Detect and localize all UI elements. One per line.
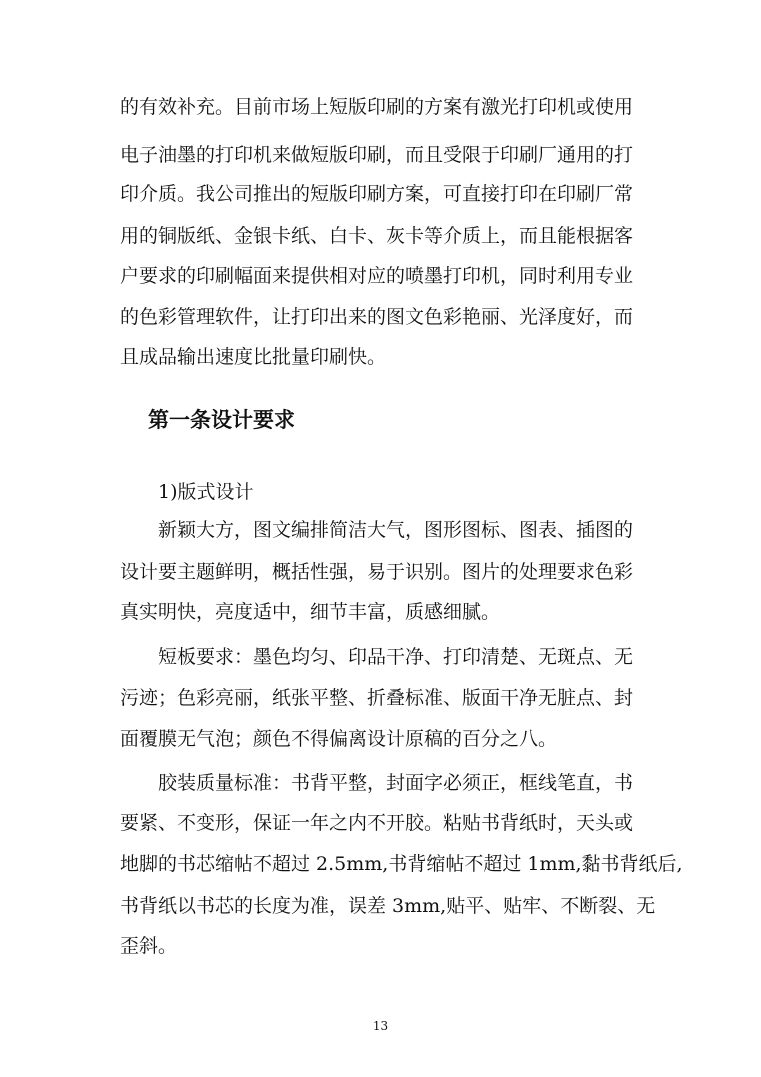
- para1-line-3: 真实明快，亮度适中，细节丰富，质感细腻。: [120, 601, 501, 623]
- para3-line-5: 歪斜。: [120, 935, 178, 957]
- para1-line-1: 新颖大方，图文编排简洁大气，图形图标、图表、插图的: [158, 519, 634, 541]
- para3-line-2: 要紧、不变形，保证一年之内不开胶。粘贴书背纸时，天头或: [120, 812, 634, 834]
- para3-line-4: 书背纸以书芯的长度为准，误差 3mm,贴平、贴牢、不断裂、无: [120, 895, 656, 917]
- intro-line-3: 印介质。我公司推出的短版印刷方案，可直接打印在印刷厂常: [120, 183, 634, 205]
- section-heading: 第一条设计要求: [148, 408, 295, 432]
- para3-line-1: 胶装质量标准：书背平整，封面字必须正，框线笔直，书: [158, 772, 634, 794]
- intro-line-1: 的有效补充。目前市场上短版印刷的方案有激光打印机或使用: [120, 96, 634, 118]
- intro-line-5: 户要求的印刷幅面来提供相对应的喷墨打印机，同时利用专业: [120, 265, 634, 287]
- intro-line-4: 用的铜版纸、金银卡纸、白卡、灰卡等介质上，而且能根据客: [120, 225, 634, 247]
- intro-line-7: 且成品输出速度比批量印刷快。: [120, 346, 387, 368]
- para2-line-1: 短板要求：墨色均匀、印品干净、打印清楚、无斑点、无: [158, 646, 634, 668]
- subheading: 1)版式设计: [158, 481, 254, 503]
- para2-line-2: 污迹；色彩亮丽，纸张平整、折叠标准、版面干净无脏点、封: [120, 687, 634, 709]
- page-number: 13: [372, 1019, 389, 1033]
- para3-line-3: 地脚的书芯缩帖不超过 2.5mm,书背缩帖不超过 1mm,黏书背纸后,: [120, 853, 683, 875]
- para2-line-3: 面覆膜无气泡；颜色不得偏离设计原稿的百分之八。: [120, 728, 558, 750]
- para1-line-2: 设计要主题鲜明，概括性强，易于识别。图片的处理要求色彩: [120, 561, 634, 583]
- intro-line-2: 电子油墨的打印机来做短版印刷，而且受限于印刷厂通用的打: [120, 144, 634, 166]
- intro-line-6: 的色彩管理软件，让打印出来的图文色彩艳丽、光泽度好，而: [120, 306, 634, 328]
